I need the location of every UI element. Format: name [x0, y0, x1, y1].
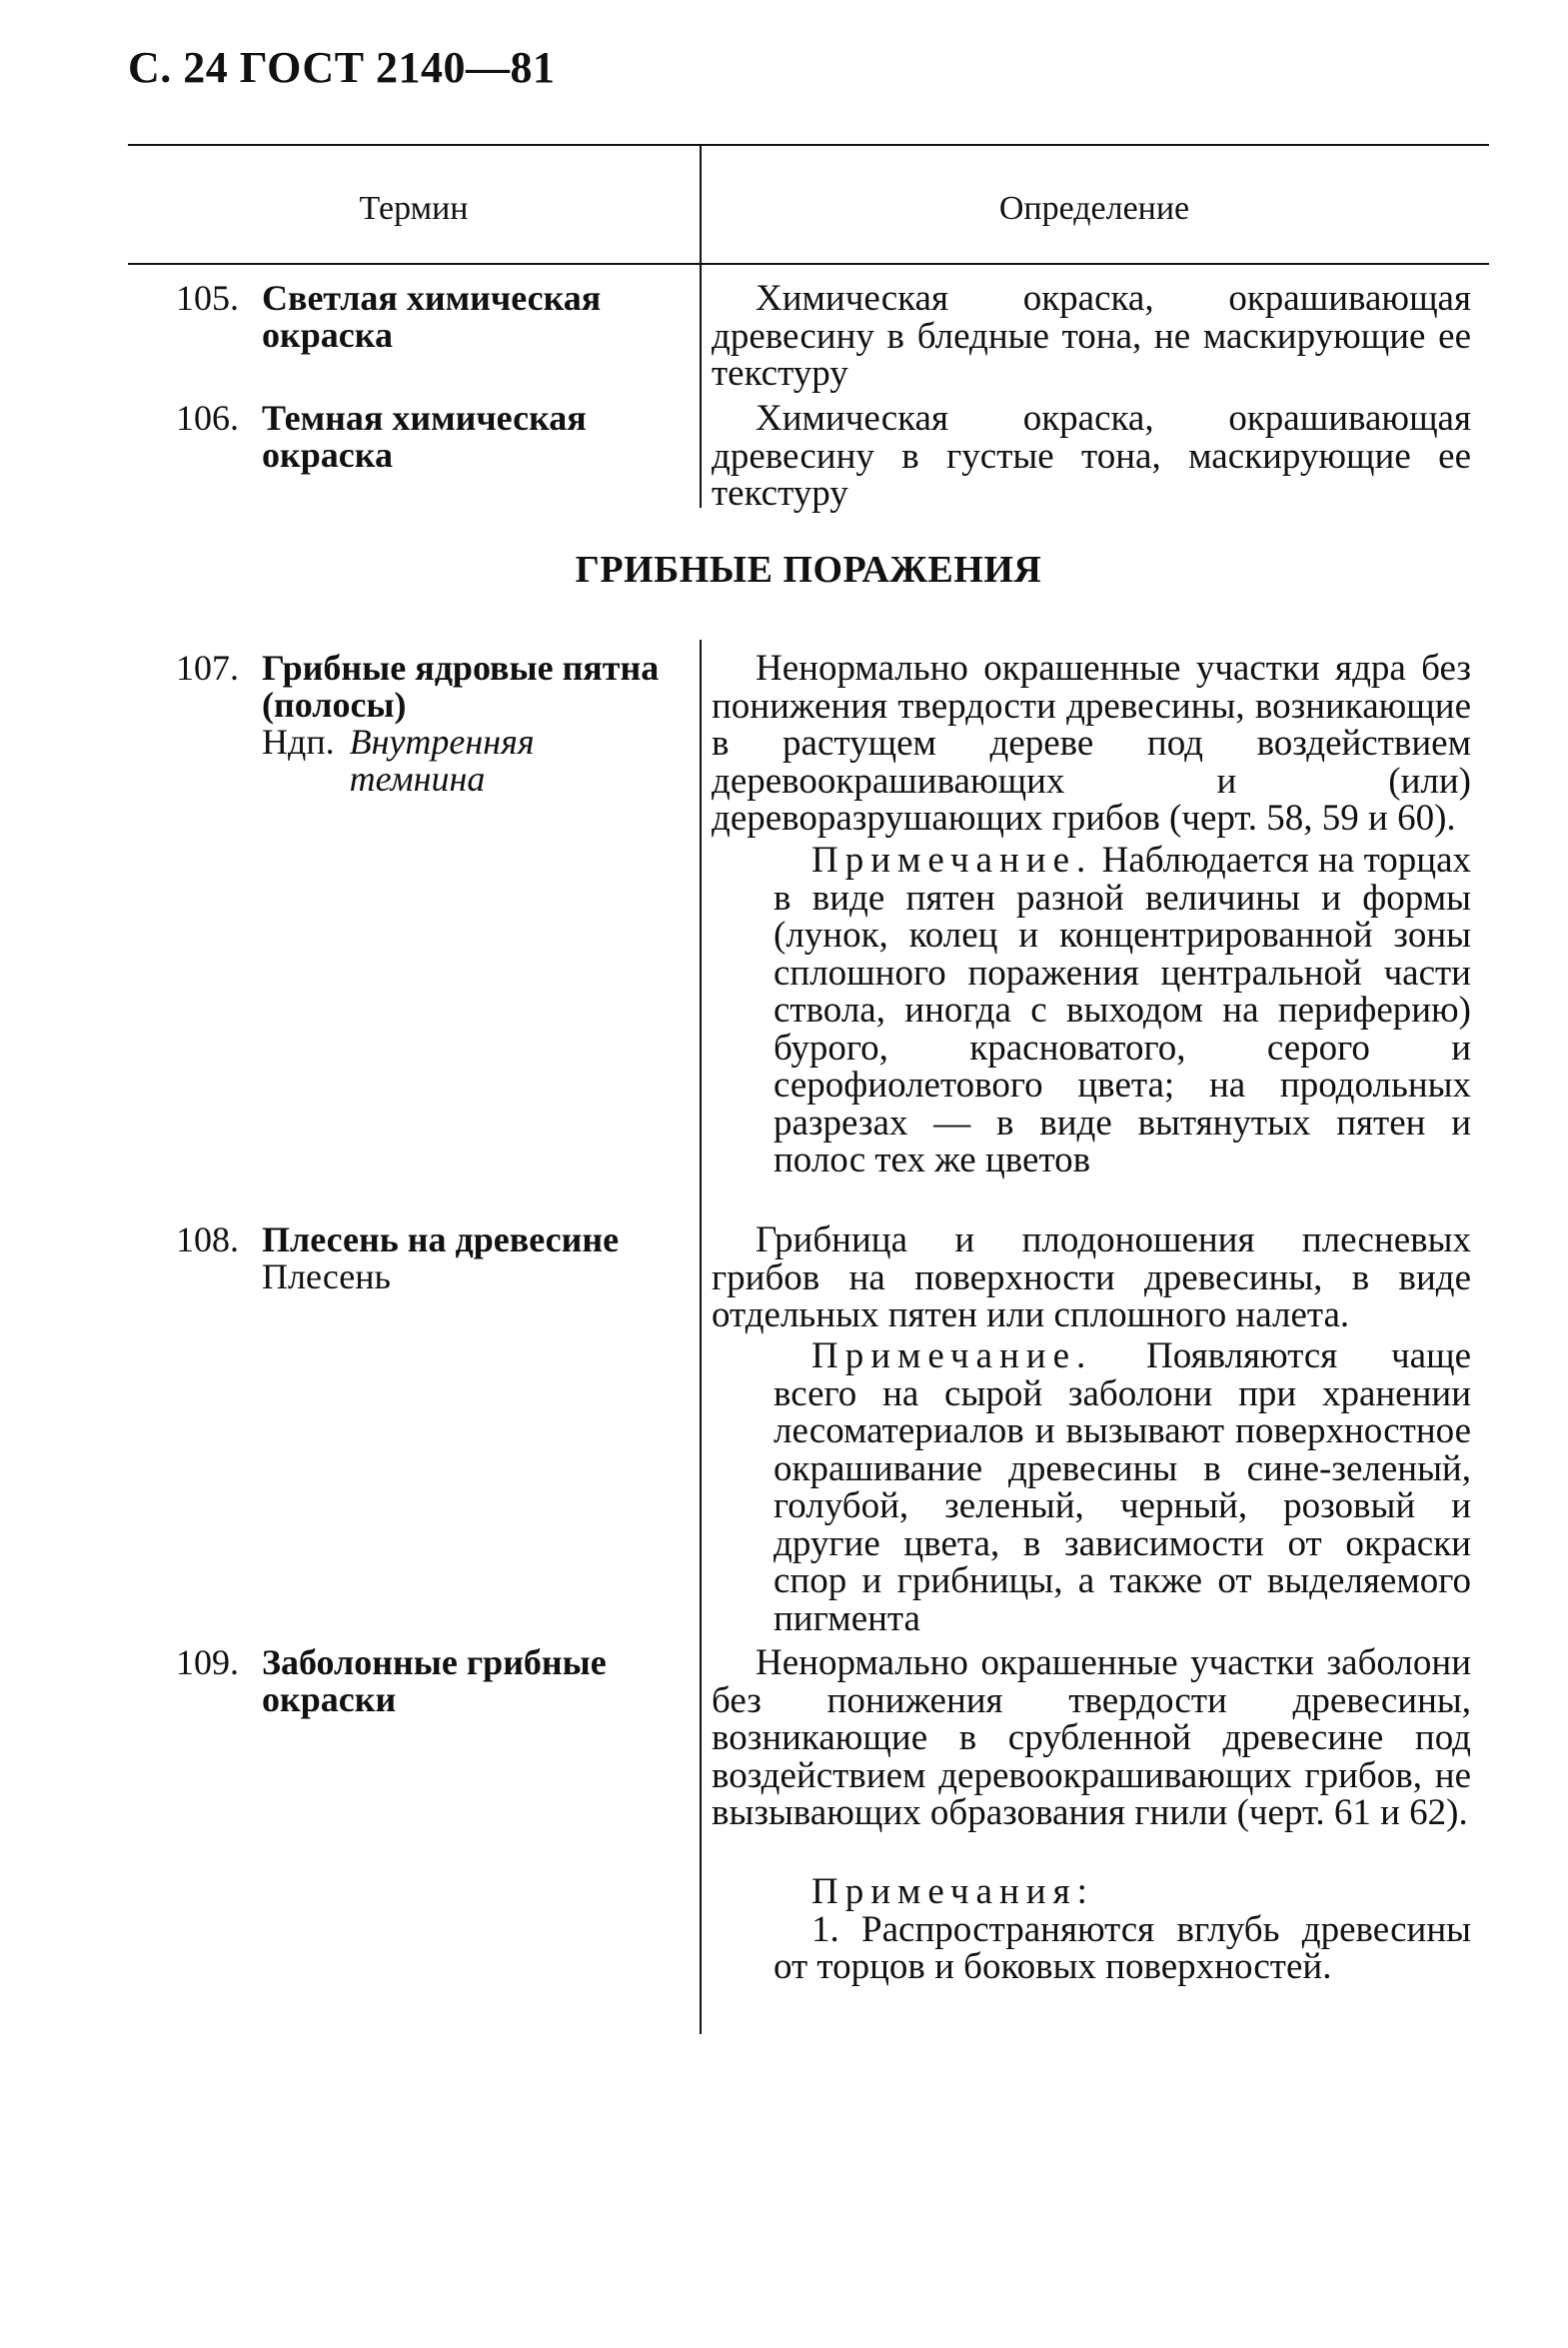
section-title: ГРИБНЫЕ ПОРАЖЕНИЯ [575, 549, 1042, 591]
note-lead: Примечание. [811, 1335, 1093, 1376]
term-text: Темная химическая окраска [262, 398, 587, 475]
entry-definition [712, 280, 1471, 393]
deprecated-term [262, 724, 692, 798]
entry-definition [712, 1644, 1471, 1832]
definition-text: Химическая окраска, окрашивающая древесину в бледные тона, не маскирующие ее текстуру [712, 278, 1471, 394]
column-header-term: Термин [359, 190, 469, 227]
definition-text: Грибница и плодоношения плесневых грибов на поверхности древесины, в виде отдельных пятен или сплошного налета. [712, 1219, 1471, 1335]
entry-term [262, 1644, 642, 1718]
definition-text: Ненормально окрашенные участки заболони без понижения твердости древесины, возникающие в срубленной древесине под воздействием деревоокрашивающих грибов, не вызывающих образования гнили (черт. 61 и 62). [712, 1642, 1471, 1833]
table-header-rule [128, 263, 1489, 265]
definition-text: Химическая окраска, окрашивающая древесину в густые тона, маскирующие ее текстуру [712, 398, 1471, 514]
note-text: Появляются чаще всего на сырой заболони при хранении лесоматериалов и вызывают поверхностное окрашивание древесины в сине-зеленый, голубой, зеленый, черный, розовый и другие цвета, в зависимости от окраски спор и грибницы, а также от выделяемого пигмента [774, 1335, 1471, 1639]
term-text: Грибные ядровые пятна (полосы) [262, 648, 660, 725]
column-divider [700, 640, 702, 2034]
entry-definition [712, 400, 1471, 513]
entry-number: 106. [176, 398, 239, 438]
entry-note [774, 1873, 1471, 1986]
entry-note [774, 842, 1471, 1179]
entry-definition [712, 650, 1471, 838]
note-lead: Примечание. [811, 840, 1093, 881]
synonym-text: Плесень [262, 1256, 391, 1296]
note-lead: Примечания: [811, 1871, 1094, 1912]
term-text: Заболонные грибные окраски [262, 1642, 607, 1719]
entry-term [262, 1221, 692, 1295]
entry-number: 105. [176, 278, 239, 318]
entry-number: 109. [176, 1642, 239, 1682]
entry-number: 108. [176, 1219, 239, 1259]
entry-term [262, 650, 692, 798]
page-header: С. 24 ГОСТ 2140—81 [128, 43, 556, 92]
ndp-term: Внутренняя темнина [349, 722, 535, 799]
ndp-label: Ндп. [262, 722, 335, 762]
entry-term [262, 400, 622, 474]
entry-term [262, 280, 622, 354]
term-text: Светлая химическая окраска [262, 278, 602, 355]
note-item: 1. Распространяются вглубь древесины от торцов и боковых поверхностей. [774, 1908, 1471, 1987]
term-text: Плесень на древесине [262, 1219, 620, 1259]
definition-text: Ненормально окрашенные участки ядра без понижения твердости древесины, возникающие в растущем дереве под воздействием деревоокрашивающих и (или) дереворазрушающих грибов (черт. 58, 59 и 60). [712, 648, 1471, 839]
note-text: Наблюдается на торцах в виде пятен разной величины и формы (лунок, колец и концентрированной зоны сплошного поражения центральной части ствола, иногда с выходом на периферию) бурого, красноватого, серого и серофиолетового цвета; на продольных разрезах — в виде вытянутых пятен и полос тех же цветов [774, 840, 1471, 1180]
table-top-rule [128, 144, 1489, 146]
entry-note [774, 1337, 1471, 1637]
column-divider [700, 263, 702, 508]
column-header-definition: Определение [998, 190, 1190, 227]
entry-number: 107. [176, 648, 239, 688]
entry-definition [712, 1221, 1471, 1334]
